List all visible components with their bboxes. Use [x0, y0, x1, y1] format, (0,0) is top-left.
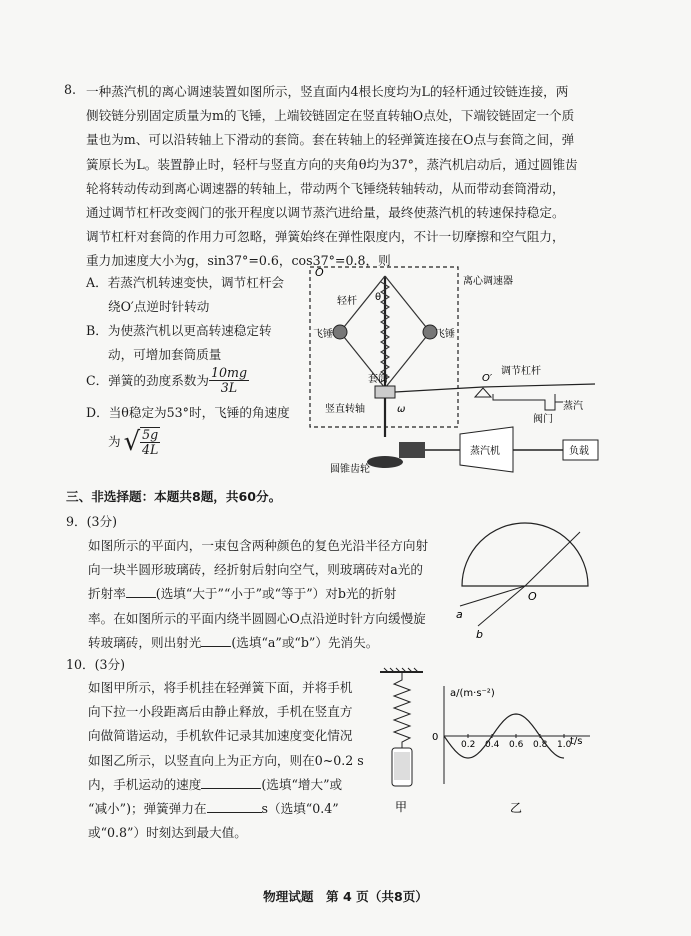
rod-upper-right [385, 276, 430, 332]
option-c-text: C．弹簧的劲度系数为 [86, 372, 209, 388]
option-a-line2: 绕O′点逆时针转动 [108, 299, 210, 314]
option-b [86, 319, 272, 367]
q9-line3-text-b: (选填“大于”“小于”或“等于”）对b光的折射 [155, 586, 397, 602]
label-O: O [528, 590, 537, 603]
q9-line: 如图所示的平面内，一束包含两种颜色的复色光沿半径方向射 [88, 538, 429, 553]
q9-line5 [88, 631, 488, 655]
option-a-line1: A．若蒸汽机转速变快，调节杠杆会 [86, 275, 285, 290]
valve-pipe [493, 394, 555, 410]
q10-line: 向做简谐运动，手机软件记录其加速度变化情况 [88, 728, 353, 744]
q8-line: 调节杠杆对套筒的作用力可忽略，弹簧始终在弹性限度内，不计一切摩擦和空气阻力， [86, 229, 565, 245]
label-load: 负载 [569, 446, 589, 457]
q8-line: 轮将转动传动到离心调速器的转轴上，带动两个飞锤绕转轴转动，从而带动套筒滑动， [86, 180, 565, 196]
option-b-line1: B．为使蒸汽机以更高转速稳定转 [86, 323, 272, 338]
q10-line6 [88, 797, 388, 821]
label-lever: 调节杠杆 [501, 366, 541, 377]
bevel-gear [367, 456, 403, 468]
label-O: O [315, 266, 324, 279]
ray-b [478, 586, 525, 626]
tick-label: 0.6 [509, 740, 524, 750]
label-omega: ω [397, 404, 406, 415]
q9-line3-text-a: 折射率 [88, 586, 126, 602]
ray-a [460, 586, 525, 606]
answer-blank-3[interactable] [201, 775, 261, 789]
q10-header: 10．(3分) [66, 657, 126, 672]
q8-line: 重力加速度大小为g，sin37°=0.6，cos37°=0.8，则 [86, 253, 391, 269]
option-d-denominator: 4L [142, 442, 159, 457]
q9-line5-text-b: (选填“a”或“b”）先消失。 [231, 634, 379, 650]
governor-figure [305, 262, 605, 480]
q8-number: 8. [64, 82, 77, 97]
q10-line5 [88, 773, 388, 797]
label-shaft: 竖直转轴 [325, 404, 365, 415]
label-yi: 乙 [510, 801, 523, 815]
glass-semicircle [462, 523, 588, 586]
spring-phone-figure [378, 666, 428, 816]
lever-extension [483, 384, 595, 387]
q10-line: 如图乙所示，以竖直向上为正方向，则在0~0.2 s [88, 752, 364, 768]
gear-housing [399, 442, 425, 458]
q9-line: 率。在如图所示的平面内绕半圆圆心O点沿逆时针方向缓慢旋 [88, 610, 426, 626]
q10-line5-text-a: 内，手机运动的速度 [88, 776, 202, 792]
q10-line: 或“0.8”）时刻达到最大值。 [88, 825, 247, 841]
origin-label: 0 [432, 732, 439, 743]
option-d-fraction [140, 427, 160, 457]
sqrt-symbol: √ [123, 427, 141, 457]
q8-stem [86, 80, 606, 274]
option-c-fraction [209, 366, 249, 395]
flyweight-left [333, 325, 347, 339]
option-d-numerator: 5g [142, 427, 159, 442]
option-c-denominator: 3L [220, 380, 238, 395]
label-gear: 圆锥齿轮 [330, 464, 370, 475]
acceleration-chart [430, 684, 610, 824]
q8-line: 通过调节杠杆改变阀门的张开程度以调节蒸汽进给量，最终使蒸汽机的转速保持稳定。 [86, 205, 565, 221]
option-d-prefix: 为 [108, 434, 121, 449]
pivot-support [475, 388, 491, 397]
q9-body [88, 534, 488, 655]
q9-line3 [88, 582, 488, 606]
label-O-prime: O′ [482, 373, 493, 384]
option-c [86, 366, 249, 395]
option-d-line2 [86, 427, 290, 457]
answer-blank-4[interactable] [207, 799, 262, 813]
section-heading: 三、非选择题：本题共8题，共60分。 [66, 489, 282, 504]
q8-line: 簧原长为L。装置静止时，轻杆与竖直方向的夹角θ均为37°，蒸汽机启动后，通过圆锥齿 [86, 156, 578, 172]
label-jia: 甲 [395, 800, 408, 814]
q10-line6-text-a: “减小”)；弹簧弹力在 [88, 801, 207, 817]
tick-label: 0.4 [485, 740, 500, 750]
label-sleeve: 套筒 [368, 374, 388, 385]
label-theta: θ [375, 292, 382, 303]
option-c-numerator: 10mg [210, 365, 248, 380]
label-valve: 阀门 [533, 414, 553, 425]
answer-blank-1[interactable] [126, 584, 156, 598]
semicircle-figure [450, 522, 600, 642]
q8-line: 一种蒸汽机的离心调速装置如图所示，竖直面内4根长度均为L的轻杆通过铰链连接，两 [86, 84, 569, 99]
x-axis-label: t/s [570, 736, 583, 747]
label-governor: 离心调速器 [463, 276, 513, 287]
q8-line: 量也为m、可以沿转轴上下滑动的套筒。套在转轴上的轻弹簧连接在O点与套筒之间，弹 [86, 132, 575, 148]
option-a [86, 271, 284, 319]
phone-screen [394, 752, 410, 780]
label-weight-left: 飞锤 [313, 329, 333, 340]
label-engine: 蒸汽机 [470, 446, 500, 457]
tick-label: 0.8 [533, 740, 548, 750]
option-d [86, 401, 290, 457]
page-footer: 物理试题 第 4 页（共8页） [263, 889, 428, 904]
tick-label: 0.2 [461, 740, 476, 750]
q10-line6-text-b: s（选填“0.4” [261, 801, 339, 817]
q9-header: 9．(3分) [66, 514, 118, 529]
q10-line5-text-b: (选填“增大”或 [261, 776, 343, 792]
rod-lower-right [385, 332, 430, 388]
q10-line: 向下拉一小段距离后由静止释放，手机在竖直方 [88, 704, 353, 720]
q9-line5-text-a: 转玻璃砖，则出射光 [88, 634, 202, 650]
spring-coil [394, 672, 410, 748]
label-weight-right: 飞锤 [435, 329, 455, 340]
q8-line: 侧铰链分别固定质量为m的飞锤，上端铰链固定在竖直转轴O点处，下端铰链固定一个质 [86, 108, 575, 124]
lever-arm [395, 387, 483, 392]
label-rod: 轻杆 [337, 296, 357, 307]
q9-line: 向一块半圆形玻璃砖，经折射后射向空气，则玻璃砖对a光的 [88, 562, 423, 578]
y-axis-label: a/(m·s⁻²) [450, 688, 495, 699]
option-d-line1: D．当θ稳定为53°时，飞锤的角速度 [86, 405, 290, 420]
tick-label: 1.0 [557, 740, 572, 750]
sleeve [375, 386, 395, 398]
label-b: b [476, 628, 483, 641]
label-a: a [456, 608, 463, 621]
label-steam: 蒸汽 [563, 401, 583, 412]
exit-ray [525, 532, 580, 586]
answer-blank-2[interactable] [201, 633, 231, 647]
q10-line: 如图甲所示，将手机挂在轻弹簧下面，并将手机 [88, 680, 353, 695]
q10-body [88, 676, 388, 845]
option-b-line2: 动，可增加套筒质量 [108, 347, 222, 362]
